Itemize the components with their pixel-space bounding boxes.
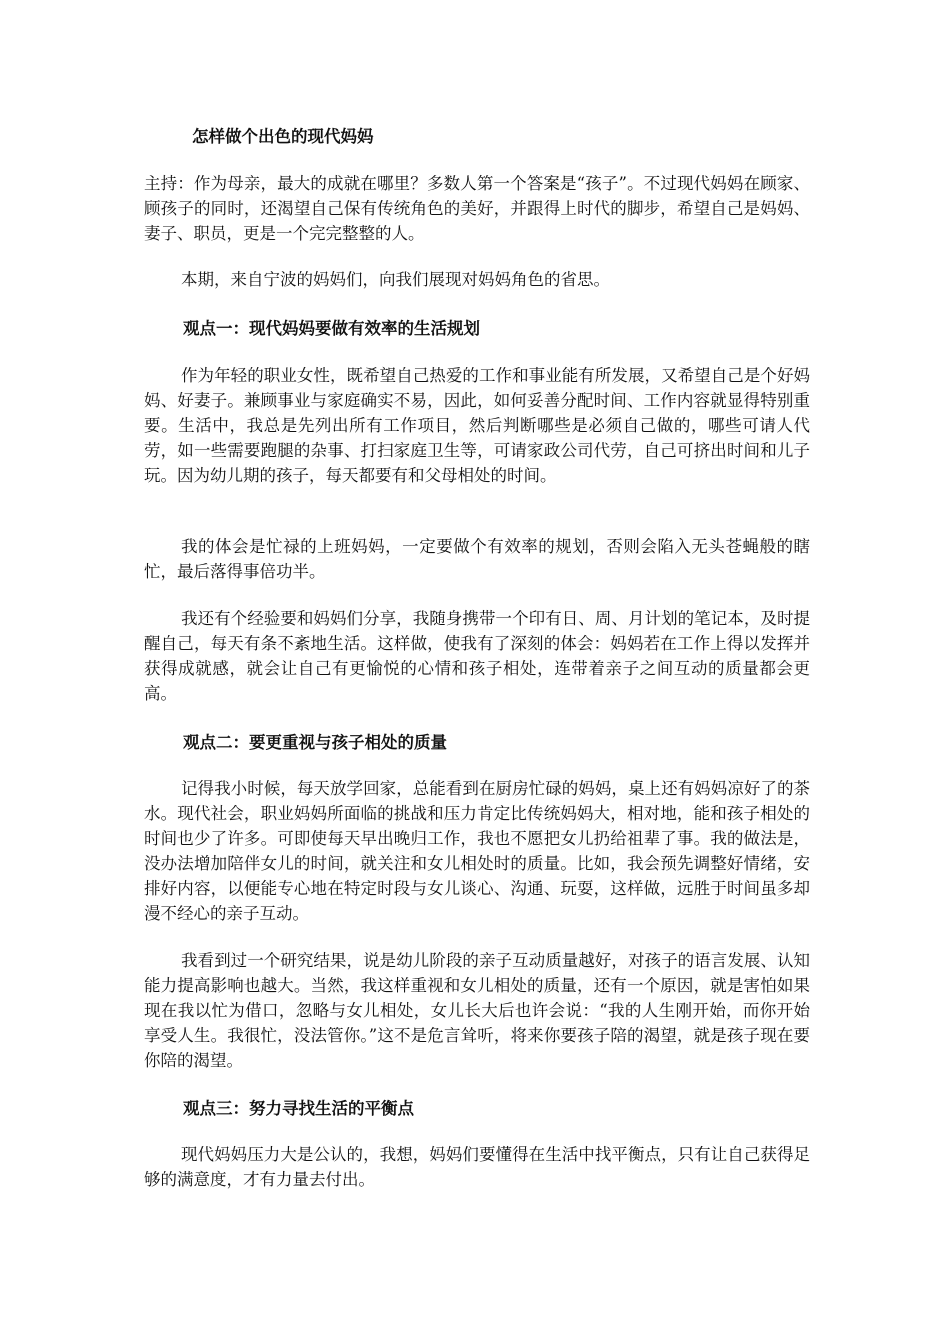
section-heading-1: 观点一：现代妈妈要做有效率的生活规划 — [183, 319, 480, 338]
section-heading-3: 观点三：努力寻找生活的平衡点 — [183, 1099, 414, 1118]
section-heading-2: 观点二：要更重视与孩子相处的质量 — [183, 733, 447, 752]
section-1-paragraph-2: 我的体会是忙禄的上班妈妈，一定要做个有效率的规划，否则会陷入无头苍蝇般的瞎忙，最后落得事倍功半。 — [144, 537, 810, 581]
intro-paragraph-2: 本期，来自宁波的妈妈们，向我们展现对妈妈角色的省思。 — [181, 270, 610, 289]
section-3-paragraph-1: 现代妈妈压力大是公认的，我想，妈妈们要懂得在生活中找平衡点，只有让自己获得足够的满意度，才有力量去付出。 — [144, 1145, 810, 1189]
section-1-paragraph-1: 作为年轻的职业女性，既希望自己热爱的工作和事业能有所发展，又希望自己是个好妈妈、好妻子。兼顾事业与家庭确实不易，因此，如何妥善分配时间、工作内容就显得特别重要。生活中，我总是先列出所有工作项目，然后判断哪些是必须自己做的，哪些可请人代劳，如一些需要跑腿的杂事、打扫家庭卫生等，可请家政公司代劳，自己可挤出时间和儿子玩。因为幼儿期的孩子，每天都要有和父母相处的时间。 — [144, 366, 810, 485]
intro-paragraph: 主持：作为母亲，最大的成就在哪里？多数人第一个答案是“孩子”。不过现代妈妈在顾家、顾孩子的同时，还渴望自己保有传统角色的美好，并跟得上时代的脚步，希望自己是妈妈、妻子、职员，更是一个完完整整的人。 — [144, 174, 810, 243]
document-title: 怎样做个出色的现代妈妈 — [192, 127, 374, 146]
section-2-paragraph-2: 我看到过一个研究结果，说是幼儿阶段的亲子互动质量越好，对孩子的语言发展、认知能力提高影响也越大。当然，我这样重视和女儿相处的质量，还有一个原因，就是害怕如果现在我以忙为借口，忽略与女儿相处，女儿长大后也许会说：“我的人生刚开始，而你开始享受人生。我很忙，没法管你。”这不是危言耸听，将来你要孩子陪的渴望，就是孩子现在要你陪的渴望。 — [144, 951, 810, 1070]
section-1-paragraph-3: 我还有个经验要和妈妈们分享，我随身携带一个印有日、周、月计划的笔记本，及时提醒自己，每天有条不紊地生活。这样做，使我有了深刻的体会：妈妈若在工作上得以发挥并获得成就感，就会让自己有更愉悦的心情和孩子相处，连带着亲子之间互动的质量都会更高。 — [144, 609, 810, 703]
section-2-paragraph-1: 记得我小时候，每天放学回家，总能看到在厨房忙碌的妈妈，桌上还有妈妈凉好了的茶水。现代社会，职业妈妈所面临的挑战和压力肯定比传统妈妈大，相对地，能和孩子相处的时间也少了许多。可即使每天早出晚归工作，我也不愿把女儿扔给祖辈了事。我的做法是，没办法增加陪伴女儿的时间，就关注和女儿相处时的质量。比如，我会预先调整好情绪，安排好内容，以便能专心地在特定时段与女儿谈心、沟通、玩耍，这样做，远胜于时间虽多却漫不经心的亲子互动。 — [144, 779, 810, 923]
